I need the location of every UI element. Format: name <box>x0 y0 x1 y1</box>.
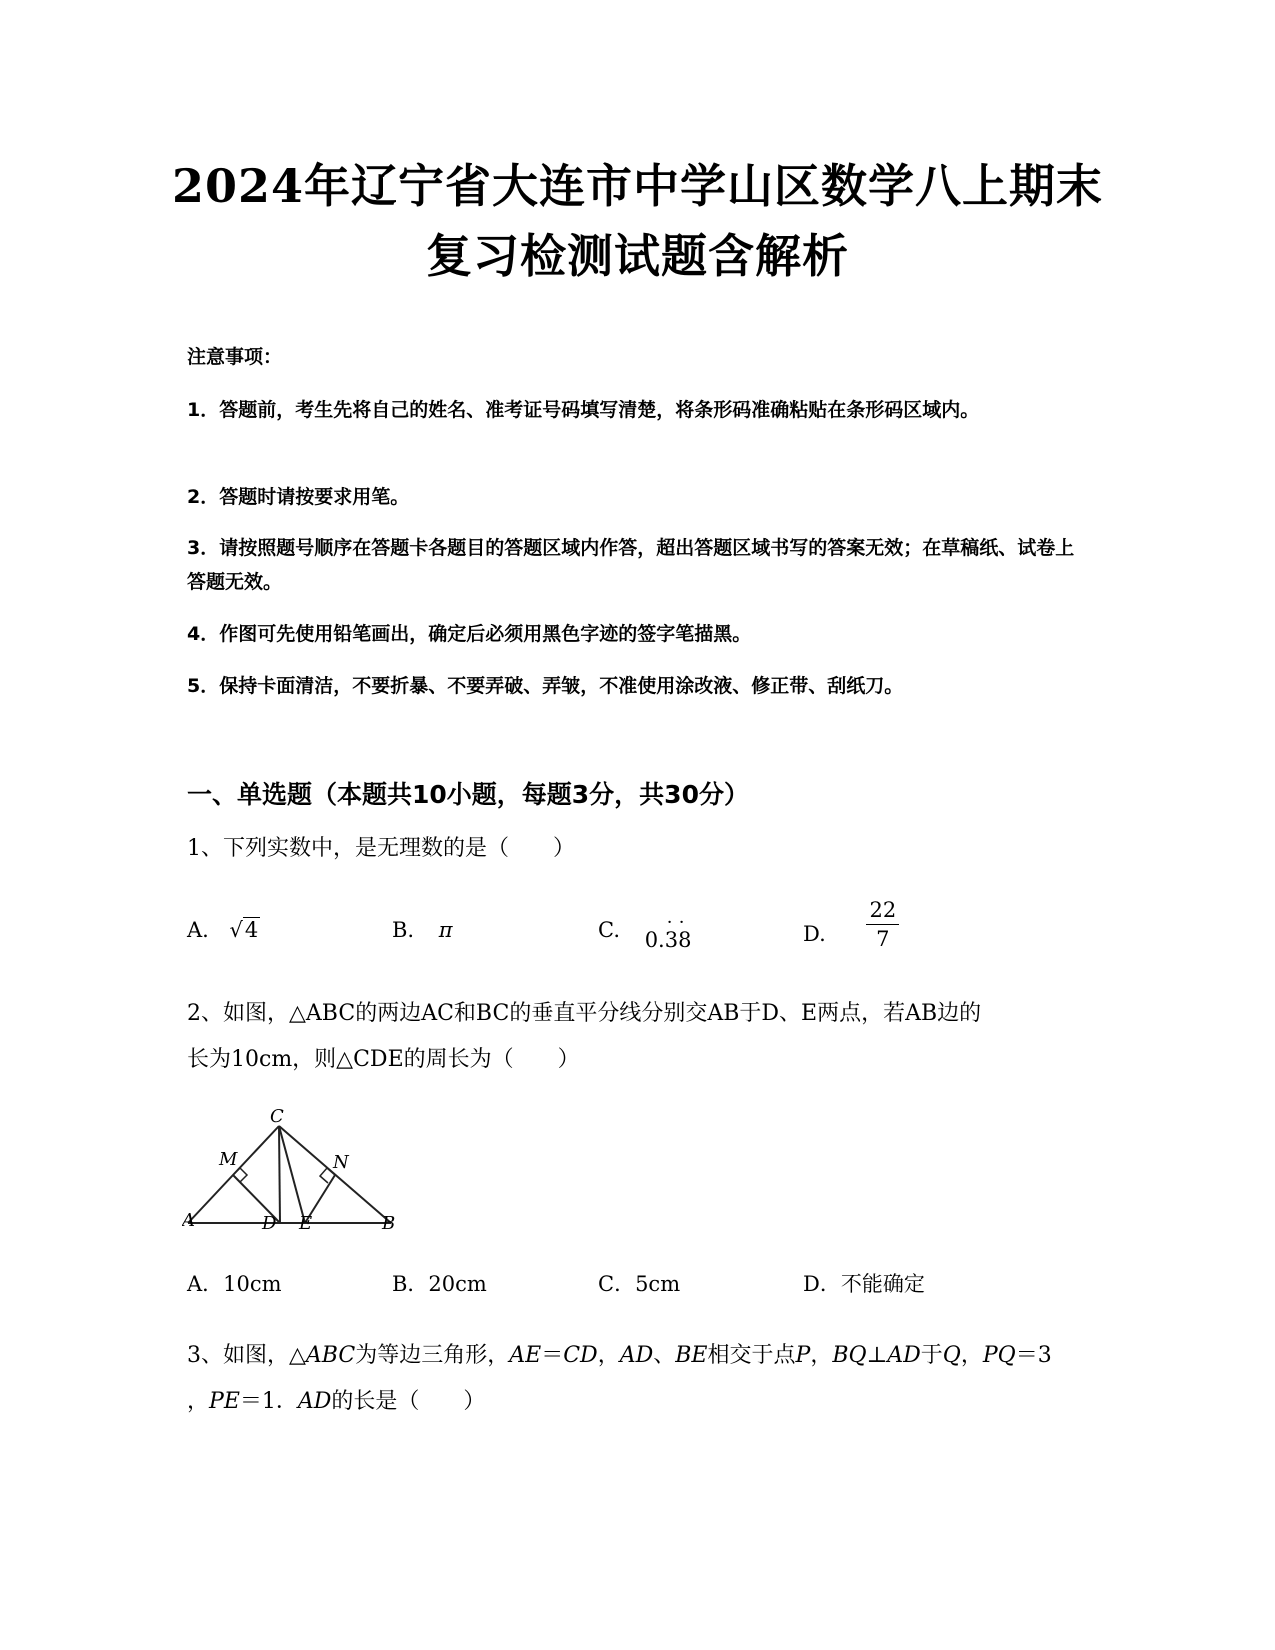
q2-option-c: C．5cm <box>598 1272 681 1296</box>
notice-item-4: 4．作图可先使用铅笔画出，确定后必须用黑色字迹的签字笔描黑。 <box>187 623 752 645</box>
q1-option-d-fraction <box>866 896 899 953</box>
repeating-dot-icon: · <box>666 912 673 933</box>
fraction-denominator: 7 <box>876 927 890 951</box>
question-2-stem-line1: 2、如图，△ABC的两边AC和BC的垂直平分线分别交AB于D、E两点，若AB边的 <box>187 1001 982 1026</box>
q1-option-c <box>598 912 692 952</box>
q1-option-a-value: 4 <box>244 918 259 942</box>
q1-option-a <box>187 918 260 942</box>
q1-option-b-value: π <box>438 918 453 942</box>
question-2-stem-line2: 长为10cm，则△CDE的周长为（ ） <box>187 1047 580 1072</box>
q1-option-b <box>392 918 453 942</box>
question-1-stem: 1、下列实数中，是无理数的是（ ） <box>187 836 575 861</box>
figure-label-d: D <box>262 1213 277 1234</box>
q1-option-d-label: D. <box>803 922 826 946</box>
notice-item-1: 1．答题前，考生先将自己的姓名、准考证号码填写清楚，将条形码准确粘贴在条形码区域内。 <box>187 399 980 421</box>
question-3-stem-line1: 3、如图，△ABC为等边三角形，AE＝CD，AD、BE相交于点P，BQ⊥AD于Q，PQ＝3 <box>187 1343 1052 1368</box>
q1-option-a-label: A. <box>187 918 209 942</box>
notice-heading: 注意事项： <box>187 346 283 368</box>
q2-option-d: D．不能确定 <box>803 1272 925 1296</box>
figure-label-e: E <box>299 1213 313 1234</box>
segment-cd <box>279 1126 280 1223</box>
figure-label-n: N <box>333 1152 349 1173</box>
sqrt-symbol-icon: √ <box>229 918 243 942</box>
document-title-line1: 2024年辽宁省大连市中学山区数学八上期末 <box>171 159 1104 213</box>
right-angle-mark-m <box>233 1168 247 1182</box>
figure-label-a: A <box>182 1210 195 1231</box>
q1-option-c-value: 0.38 <box>644 928 692 952</box>
figure-label-b: B <box>382 1213 396 1234</box>
notice-item-3: 3．请按照题号顺序在答题卡各题目的答题区域内作答，超出答题区域书写的答案无效；在草稿纸、试卷上答题无效。 <box>187 537 1075 593</box>
figure-label-c: C <box>270 1108 284 1127</box>
notice-item-5: 5．保持卡面清洁，不要折暴、不要弄破、弄皱，不准使用涂改液、修正带、刮纸刀。 <box>187 675 904 697</box>
document-title-line2: 复习检测试题含解析 <box>426 229 849 283</box>
figure-label-m: M <box>219 1149 238 1170</box>
question-3-stem-line2: ，PE＝1．AD的长是（ ） <box>187 1389 486 1414</box>
segment-ce <box>279 1126 305 1223</box>
q1-option-d <box>803 898 899 953</box>
fraction-numerator: 22 <box>866 896 899 925</box>
notice-item-2: 2．答题时请按要求用笔。 <box>187 486 410 508</box>
q1-option-c-label: C. <box>598 918 620 942</box>
q2-option-a: A．10cm <box>187 1272 282 1296</box>
triangle-figure <box>182 1108 412 1240</box>
repeating-dot-icon: · <box>678 912 685 933</box>
q2-option-b: B．20cm <box>392 1272 487 1296</box>
q1-option-b-label: B. <box>392 918 415 942</box>
section-heading-single-choice: 一、单选题（本题共10小题，每题3分，共30分） <box>187 780 749 809</box>
